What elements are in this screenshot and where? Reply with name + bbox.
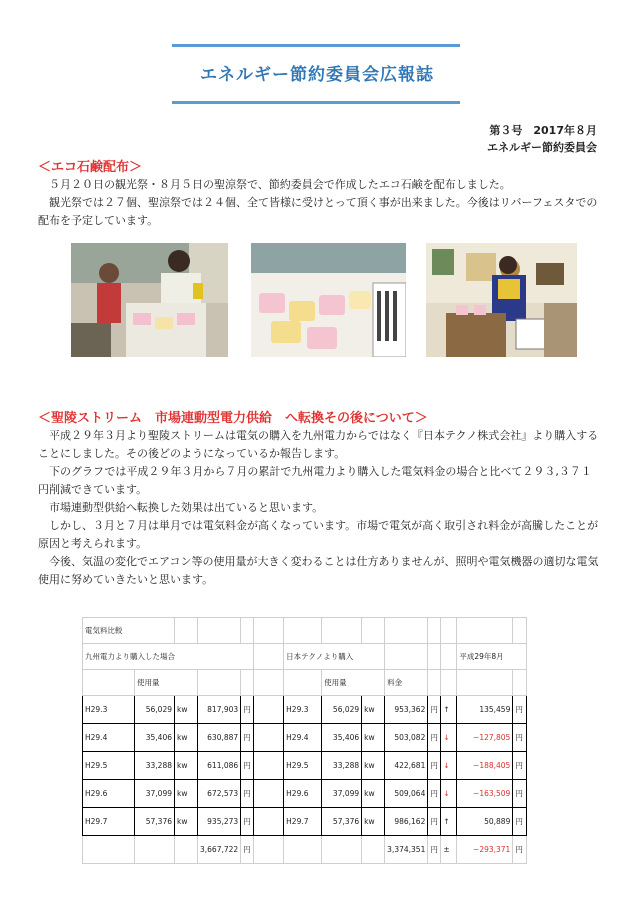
- techno-usage-cell: 37,099: [322, 780, 362, 808]
- unit-yen: 円: [513, 808, 527, 836]
- section2-body: [38, 427, 600, 589]
- diff-cell: −163,509: [457, 780, 513, 808]
- photo-soap-distribution-1: [71, 243, 228, 357]
- kyushu-fee-cell: 672,573: [198, 780, 241, 808]
- unit-kw: kw: [362, 780, 385, 808]
- photo-soap-distribution-2: [251, 243, 406, 357]
- title-rule-top: [172, 44, 460, 47]
- unit-kw: kw: [175, 724, 198, 752]
- issue-number: 第３号 2017年８月: [489, 124, 597, 137]
- section2-paragraph: 市場連動型供給へ転換した効果は出ていると思います。: [49, 501, 324, 514]
- title-rule-bottom: [172, 101, 460, 104]
- unit-yen: 円: [241, 808, 254, 836]
- month-cell: H29.6: [284, 780, 322, 808]
- usage-cell: 56,029: [135, 696, 175, 724]
- kyushu-fee-cell: 817,903: [198, 696, 241, 724]
- unit-kw: kw: [175, 752, 198, 780]
- unit-yen: 円: [428, 836, 441, 864]
- kyushu-fee-cell: 935,273: [198, 808, 241, 836]
- unit-yen: 円: [428, 808, 441, 836]
- table-group-row: [83, 644, 527, 670]
- usage-cell: 33,288: [135, 752, 175, 780]
- month-cell: H29.6: [83, 780, 135, 808]
- unit-yen: 円: [428, 752, 441, 780]
- techno-label: 日本テクノより購入: [284, 644, 385, 670]
- table-row: [83, 724, 527, 752]
- unit-yen: 円: [513, 752, 527, 780]
- month-cell: H29.4: [284, 724, 322, 752]
- unit-yen: 円: [241, 780, 254, 808]
- unit-yen: 円: [428, 696, 441, 724]
- month-cell: H29.7: [284, 808, 322, 836]
- techno-fee-cell: 422,681: [385, 752, 428, 780]
- photo-soap-distribution-3: [426, 243, 577, 357]
- unit-kw: kw: [362, 696, 385, 724]
- table-title-row: [83, 618, 527, 644]
- unit-yen: 円: [241, 752, 254, 780]
- unit-yen: 円: [513, 696, 527, 724]
- unit-yen: 円: [428, 724, 441, 752]
- usage-cell: 37,099: [135, 780, 175, 808]
- kyushu-fee-cell: 611,086: [198, 752, 241, 780]
- electricity-comparison-table: [82, 617, 527, 864]
- unit-kw: kw: [175, 696, 198, 724]
- arrow-down-icon: ↓: [441, 724, 457, 752]
- section1-paragraph: 観光祭では２７個、聖涼祭では２４個、全て皆様に受けとって頂く事が出来ました。今後はリバーフェスタでの配布を予定しています。: [38, 196, 598, 227]
- diff-cell: −188,405: [457, 752, 513, 780]
- arrow-down-icon: ↓: [441, 780, 457, 808]
- total-sign: ±: [441, 836, 457, 864]
- techno-usage-cell: 35,406: [322, 724, 362, 752]
- arrow-up-icon: ↑: [441, 808, 457, 836]
- usage-header: 使用量: [135, 670, 198, 696]
- unit-kw: kw: [362, 724, 385, 752]
- unit-yen: 円: [241, 724, 254, 752]
- table-row: [83, 696, 527, 724]
- fee-header: 料金: [385, 670, 428, 696]
- section2-heading: ＜聖陵ストリーム 市場連動型電力供給 へ転換その後について＞: [38, 411, 428, 426]
- section2-paragraph: 平成２９年３月より聖陵ストリームは電気の購入を九州電力からではなく『日本テクノ株式会社』より購入することにしました。その後どのようになっているか報告します。: [38, 429, 599, 460]
- table-title: 電気料比較: [83, 618, 175, 644]
- section1-heading: ＜エコ石鹸配布＞: [38, 160, 143, 175]
- arrow-up-icon: ↑: [441, 696, 457, 724]
- unit-yen: 円: [241, 696, 254, 724]
- committee-name: エネルギー節約委員会: [487, 141, 597, 154]
- month-cell: H29.4: [83, 724, 135, 752]
- month-cell: H29.5: [83, 752, 135, 780]
- diff-total: −293,371: [457, 836, 513, 864]
- unit-kw: kw: [362, 752, 385, 780]
- techno-fee-cell: 986,162: [385, 808, 428, 836]
- usage-cell: 57,376: [135, 808, 175, 836]
- table-total-row: [83, 836, 527, 864]
- section2-paragraph: 下のグラフでは平成２９年３月から７月の累計で九州電力より購入した電気料金の場合と比べて２９３,３７１円削減できています。: [38, 465, 592, 496]
- diff-cell: 50,889: [457, 808, 513, 836]
- techno-fee-cell: 503,082: [385, 724, 428, 752]
- table-row: [83, 780, 527, 808]
- usage-cell: 35,406: [135, 724, 175, 752]
- diff-label: 平成29年8月: [457, 644, 527, 670]
- table-row: [83, 752, 527, 780]
- unit-kw: kw: [362, 808, 385, 836]
- month-cell: H29.5: [284, 752, 322, 780]
- techno-usage-cell: 33,288: [322, 752, 362, 780]
- section2-paragraph: しかし、３月と７月は単月では電気料金が高くなっています。市場で電気が高く取引され料金が高騰したことが原因と考えられます。: [38, 519, 599, 550]
- month-cell: H29.3: [284, 696, 322, 724]
- section1-paragraph: ５月２０日の観光祭・８月５日の聖涼祭で、節約委員会で作成したエコ石鹸を配布しました。: [49, 178, 511, 191]
- techno-fee-cell: 509,064: [385, 780, 428, 808]
- section2-paragraph: 今後、気温の変化でエアコン等の使用量が大きく変わることは仕方ありませんが、照明や電気機器の適切な電気使用に努めていきたいと思います。: [38, 555, 599, 586]
- diff-cell: 135,459: [457, 696, 513, 724]
- kyushu-total: 3,667,722: [198, 836, 241, 864]
- kyushu-label: 九州電力より購入した場合: [83, 644, 254, 670]
- month-cell: H29.3: [83, 696, 135, 724]
- unit-yen: 円: [513, 836, 527, 864]
- unit-yen: 円: [513, 724, 527, 752]
- usage-header: 使用量: [322, 670, 385, 696]
- section1-body: [38, 176, 600, 230]
- unit-kw: kw: [175, 780, 198, 808]
- page-title: エネルギー節約委員会広報誌: [200, 65, 434, 85]
- diff-cell: −127,805: [457, 724, 513, 752]
- techno-total: 3,374,351: [385, 836, 428, 864]
- techno-usage-cell: 56,029: [322, 696, 362, 724]
- arrow-down-icon: ↓: [441, 752, 457, 780]
- table-header-row: [83, 670, 527, 696]
- kyushu-fee-cell: 630,887: [198, 724, 241, 752]
- table-row: [83, 808, 527, 836]
- month-cell: H29.7: [83, 808, 135, 836]
- unit-kw: kw: [175, 808, 198, 836]
- unit-yen: 円: [241, 836, 254, 864]
- techno-fee-cell: 953,362: [385, 696, 428, 724]
- techno-usage-cell: 57,376: [322, 808, 362, 836]
- unit-yen: 円: [428, 780, 441, 808]
- unit-yen: 円: [513, 780, 527, 808]
